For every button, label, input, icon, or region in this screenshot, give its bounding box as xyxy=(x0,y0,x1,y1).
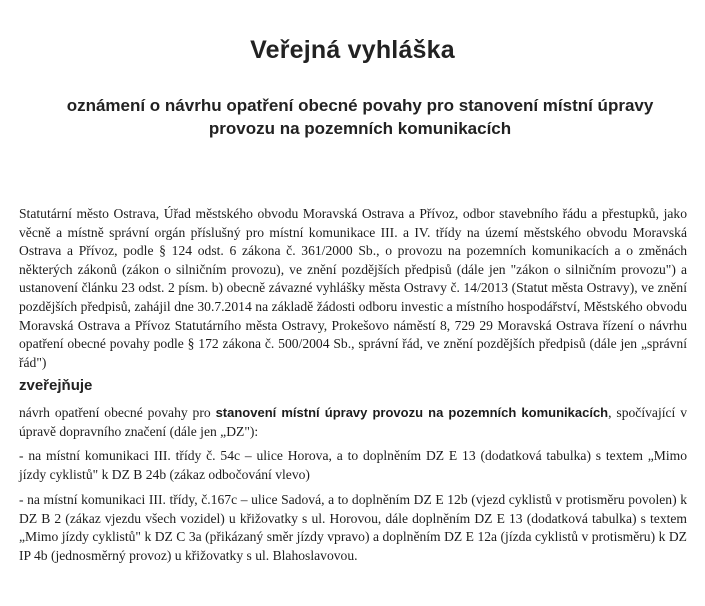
section-heading: zveřejňuje xyxy=(19,377,93,394)
lead-paragraph xyxy=(19,404,687,441)
lead-bold-text: stanovení místní úpravy provozu na pozemních komunikacích xyxy=(215,405,609,420)
intro-paragraph: Statutární město Ostrava, Úřad městského obvodu Moravská Ostrava a Přívoz, odbor stavebního řádu a přestupků, jako věcně a místně správní orgán příslušný pro místní komunikace III. a IV. třídy na území městského obvodu Moravská Ostrava a Přívoz, podle § 124 odst. 6 zákona č. 361/2000 Sb., o provozu na pozemních komunikacích a o změnách některých zákonů (zákon o silničním provozu), ve znění pozdějších předpisů (dále jen "zákon o silničním provozu") a ustanovení článku 23 odst. 2 písm. b) obecně závazné vyhlášky města Ostravy č. 14/2013 (Statut města Ostravy), ve znění pozdějších předpisů, zahájil dne 30.7.2014 na základě žádosti odboru investic a místního hospodářství, Městského obvodu Moravská Ostrava a Přívoz Statutárního města Ostravy, Prokešovo náměstí 8, 729 29 Moravská Ostrava řízení o návrhu opatření obecné povahy podle § 172 zákona č. 500/2004 Sb., správní řád, ve znění pozdějších předpisů (dále jen „správní řád") xyxy=(19,206,687,370)
list-item: - na místní komunikaci III. třídy, č.167c – ulice Sadová, a to doplněním DZ E 12b (vjezd cyklistů v protisměru povolen) k DZ B 2 (zákaz vjezdu všech vozidel) u křižovatky s ul. Horovou, dále doplněním DZ E 13 (dodatková tabulka) s textem „Mimo jízdy cyklistů" k DZ C 3a (přikázaný směr jízdy vpravo) a doplněním DZ E 12a (jízda cyklistů v protisměru) k DZ IP 4b (jednosměrný provoz) u křižovatky s ul. Blahoslavovou. xyxy=(19,492,687,563)
page-subtitle: oznámení o návrhu opatření obecné povahy pro stanovení místní úpravy provozu na pozemních komunikacích xyxy=(66,96,654,138)
lead-prefix: návrh opatření obecné povahy pro xyxy=(19,405,216,420)
lead-suffix: , spočívající v úpravě dopravního značení (dále jen „DZ"): xyxy=(19,405,687,439)
list-item: - na místní komunikaci III. třídy č. 54c – ulice Horova, a to doplněním DZ E 13 (dodatková tabulka) s textem „Mimo jízdy cyklistů" k DZ B 24b (zákaz odbočování vlevo) xyxy=(19,448,687,482)
page-title: Veřejná vyhláška xyxy=(250,36,455,64)
